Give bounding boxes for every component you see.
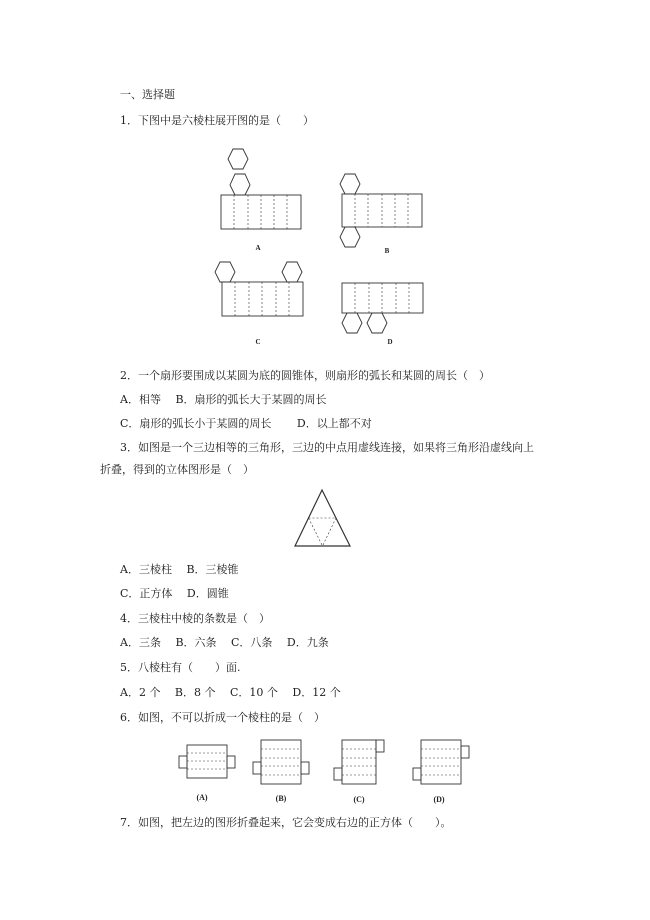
q3-stem-line1: 3．如图是一个三边相等的三角形，三边的中点用虚线连接，如果将三角形沿虚线向上 [120, 441, 534, 454]
q6-net-a [179, 745, 235, 778]
q4-options: A．三条 B．六条 C．八条 D．九条 [120, 636, 329, 649]
q6-net-d [413, 740, 469, 784]
q6-label-a: (A) [196, 793, 208, 802]
q3-stem-line2: 折叠，得到的立体图形是（ ） [100, 463, 254, 476]
q1-label-d: D [387, 338, 393, 346]
q7-stem: 7．如图，把左边的图形折叠起来，它会变成右边的正方体（ ）。 [120, 816, 452, 829]
q3-triangle-figure [295, 490, 350, 546]
q6-net-c [334, 740, 384, 784]
q1-label-b: B [384, 247, 390, 255]
q2-stem: 2．一个扇形要围成以某圆为底的圆锥体，则扇形的弧长和某圆的周长（ ） [120, 369, 490, 382]
q2-options-line1: A．相等 B．扇形的弧长大于某圆的周长 [120, 393, 327, 406]
q3-options-line2: C．正方体 D．圆锥 [120, 587, 229, 600]
q1-stem: 1．下图中是六棱柱展开图的是（ ） [120, 114, 314, 127]
q4-stem: 4．三棱柱中棱的条数是（ ） [120, 612, 270, 625]
q5-stem: 5．八棱柱有（ ）面. [120, 661, 241, 674]
q6-label-c: (C) [353, 795, 365, 804]
q1-net-a [221, 149, 301, 229]
q2-options-line2: C．扇形的弧长小于某圆的周长 D．以上都不对 [120, 417, 372, 430]
q1-net-c [215, 262, 303, 316]
q3-options-line1: A．三棱柱 B．三棱锥 [120, 563, 239, 576]
q1-label-a: A [255, 244, 261, 252]
q5-options: A．2 个 B．8 个 C．10 个 D．12 个 [120, 686, 341, 699]
q1-net-d [342, 283, 423, 333]
q1-net-b [340, 174, 422, 247]
q1-label-c: C [255, 338, 261, 346]
q6-net-b [253, 740, 309, 784]
q6-label-d: (D) [433, 795, 445, 804]
q6-label-b: (B) [275, 794, 287, 803]
section-title: 一、选择题 [120, 88, 175, 101]
q6-stem: 6．如图，不可以折成一个棱柱的是（ ） [120, 711, 325, 724]
